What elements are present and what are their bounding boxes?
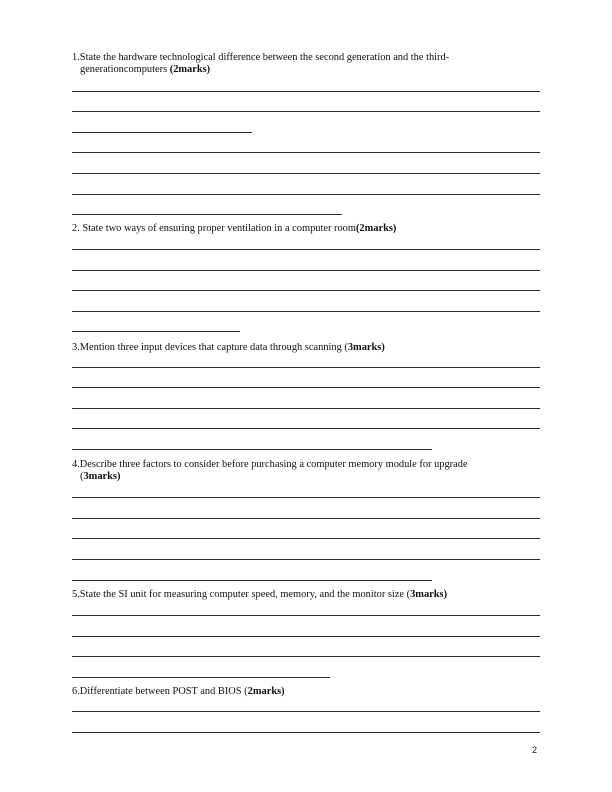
question-6-text: 6.Differentiate between POST and BIOS (: [72, 686, 248, 697]
answer-line-q2-2[interactable]: [72, 270, 540, 271]
question-1-marks: (2marks): [169, 64, 211, 75]
answer-line-q5-1[interactable]: [72, 615, 540, 616]
question-1-text: 1.State the hardware technological difference between the second generation and the third-: [72, 52, 450, 63]
question-4: [72, 459, 542, 483]
question-3-marks: 3marks): [347, 342, 385, 353]
question-4-continuation: [72, 471, 542, 483]
answer-line-q1-3[interactable]: [72, 132, 252, 133]
question-3: [72, 342, 542, 354]
answer-line-q3-3[interactable]: [72, 408, 540, 409]
answer-line-q3-1[interactable]: [72, 367, 540, 368]
question-4-marks: 3marks): [83, 471, 121, 482]
question-4-text: 4.Describe three factors to consider before purchasing a computer memory module for upgrade: [72, 459, 468, 470]
answer-line-q4-2[interactable]: [72, 518, 540, 519]
answer-line-q2-1[interactable]: [72, 249, 540, 250]
answer-line-q4-3[interactable]: [72, 538, 540, 539]
question-2-marks: (2marks): [355, 223, 397, 234]
question-2: [72, 223, 542, 235]
question-5: [72, 589, 542, 601]
question-5-marks: 3marks): [410, 589, 448, 600]
answer-line-q2-5[interactable]: [72, 331, 240, 332]
answer-line-q4-4[interactable]: [72, 559, 540, 560]
answer-line-q1-4[interactable]: [72, 152, 540, 153]
question-6-marks: 2marks): [247, 686, 285, 697]
answer-line-q5-3[interactable]: [72, 656, 540, 657]
answer-line-q6-2[interactable]: [72, 732, 540, 733]
answer-line-q4-5[interactable]: [72, 580, 432, 581]
answer-line-q3-4[interactable]: [72, 428, 540, 429]
question-2-text: 2. State two ways of ensuring proper ventilation in a computer room: [72, 223, 356, 234]
question-1-text-line2: generationcomputers: [80, 64, 170, 75]
answer-line-q5-2[interactable]: [72, 636, 540, 637]
answer-line-q1-7[interactable]: [72, 214, 342, 215]
question-3-text: 3.Mention three input devices that capture data through scanning (: [72, 342, 348, 353]
question-4-text-line2: (: [80, 471, 84, 482]
page-number: 2: [532, 745, 538, 755]
answer-line-q2-4[interactable]: [72, 311, 540, 312]
answer-line-q3-5[interactable]: [72, 449, 432, 450]
answer-line-q4-1[interactable]: [72, 497, 540, 498]
question-1-continuation: [72, 64, 542, 76]
answer-line-q1-5[interactable]: [72, 173, 540, 174]
answer-line-q5-4[interactable]: [72, 677, 330, 678]
answer-line-q1-1[interactable]: [72, 91, 540, 92]
answer-line-q3-2[interactable]: [72, 387, 540, 388]
answer-line-q1-2[interactable]: [72, 111, 540, 112]
answer-line-q6-1[interactable]: [72, 711, 540, 712]
answer-line-q2-3[interactable]: [72, 290, 540, 291]
question-6: [72, 686, 542, 698]
answer-line-q1-6[interactable]: [72, 194, 540, 195]
question-5-text: 5.State the SI unit for measuring computer speed, memory, and the monitor size (: [72, 589, 411, 600]
question-1: [72, 52, 542, 76]
